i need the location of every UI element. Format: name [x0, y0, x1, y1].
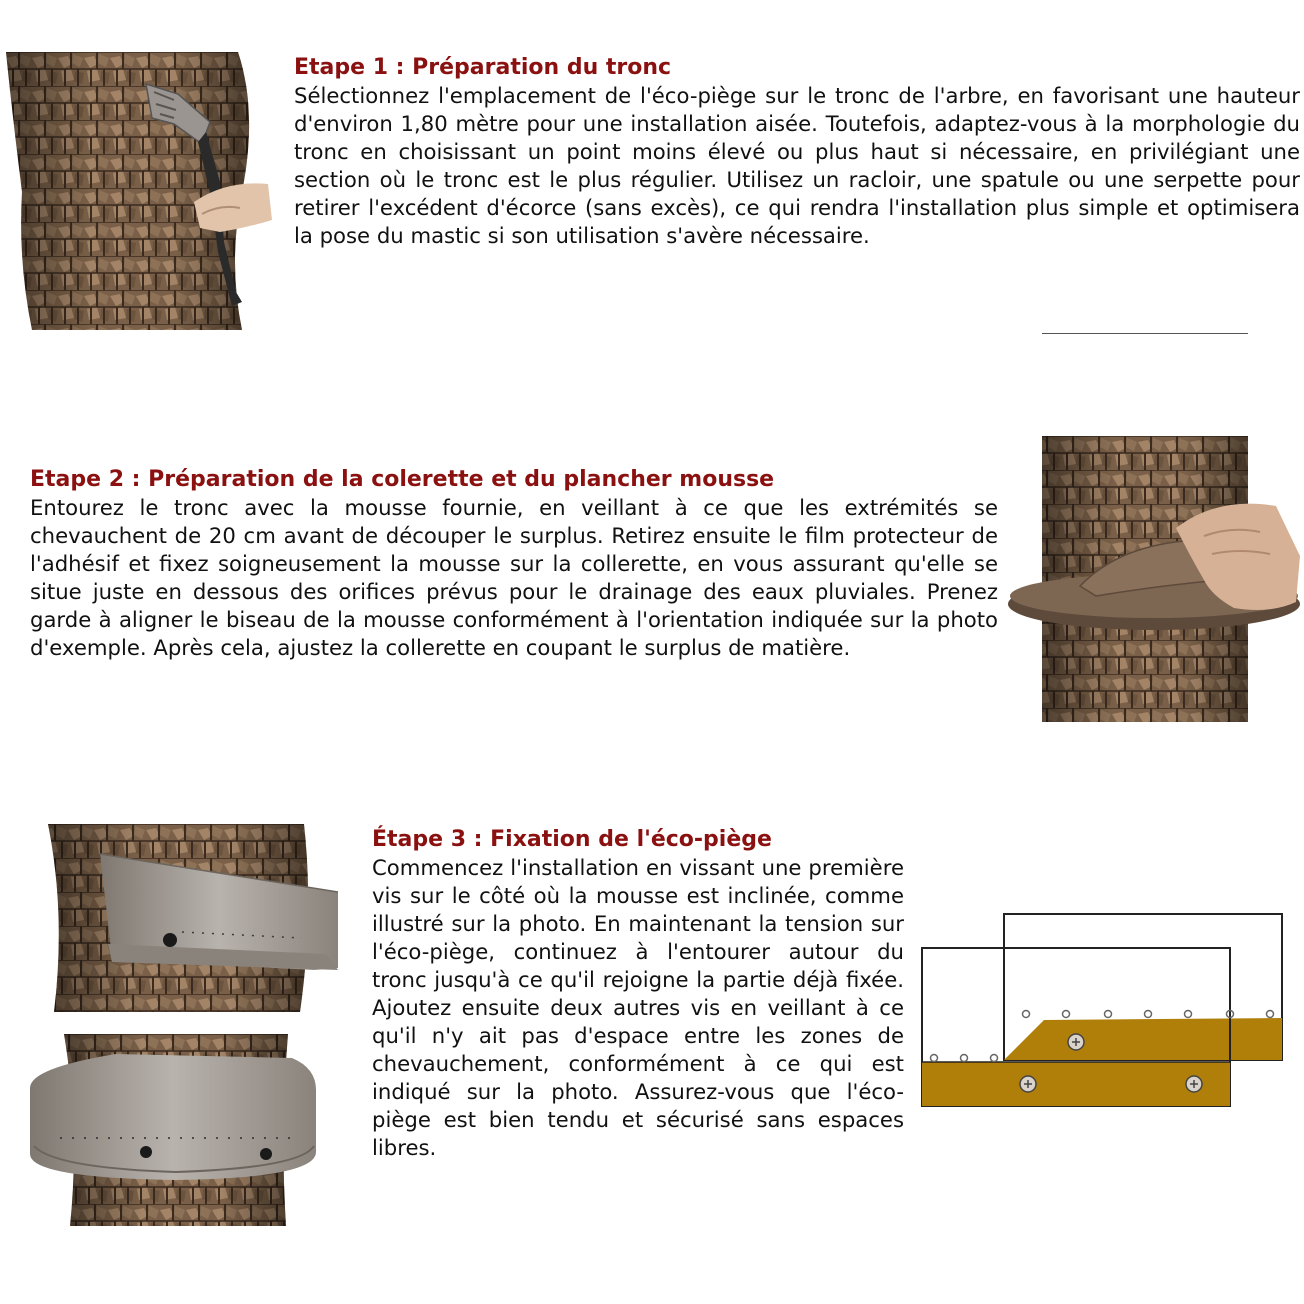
tree-trunk-scraping-bark-photo [6, 52, 272, 330]
step1-title: Etape 1 : Préparation du tronc [294, 55, 672, 80]
step1-photo [6, 52, 272, 330]
step3-photo-top [42, 824, 338, 1012]
step2-text: Entourez le tronc avec la mousse fournie, en veillant à ce que les extrémités se chevauchent de 20 cm avant de découper le surplus. Retirez ensuite le film protecteur de l'adhésif et fixez soigneusement la mousse sur la collerette, en vous assurant qu'elle se situe juste en dessous des orifices prévus pour le drainage des eaux pluviales. Prenez garde à aligner le biseau de la mousse conformément à l'orientation indiquée sur la photo d'exemple. Après cela, ajustez la collerette en coupant le surplus de matière. [30, 495, 998, 660]
divider [1042, 333, 1248, 334]
step2-photo [1008, 436, 1300, 722]
tree-trunk-first-screw-photo [42, 824, 338, 1012]
step3-diagram [918, 910, 1288, 1110]
overlap-screws-diagram [918, 910, 1288, 1110]
tree-trunk-foam-collar-photo [1008, 436, 1300, 722]
step2-title: Etape 2 : Préparation de la colerette et du plancher mousse [30, 467, 775, 492]
step3-title: Étape 3 : Fixation de l'éco-piège [372, 827, 772, 852]
step3-text: Commencez l'installation en vissant une première vis sur le côté où la mousse est inclinée, comme illustré sur la photo. En maintenant la tension sur l'éco-piège, continuez à l'entourer autour du tronc jusqu'à ce qu'il rejoigne la partie déjà fixée. Ajoutez ensuite deux autres vis en veillant à ce qu'il n'y ait pas d'espace entre les zones de chevauchement, conformément à ce qui est indiqué sur la photo. Assurez-vous que l'éco-piège est bien tendu et sécurisé sans espaces libres. [372, 855, 904, 1160]
tree-trunk-band-installed-photo [30, 1034, 316, 1226]
step1-text: Sélectionnez l'emplacement de l'éco-piège sur le tronc de l'arbre, en favorisant une hauteur d'environ 1,80 mètre pour une installation aisée. Toutefois, adaptez-vous à la morphologie du tronc en choisissant un point moins élevé ou plus haut si nécessaire, en privilégiant une section où le tronc est le plus régulier. Utilisez un racloir, une spatule ou une serpette pour retirer l'excédent d'écorce (sans excès), ce qui rendra l'installation plus simple et optimisera la pose du mastic si son utilisation s'avère nécessaire. [294, 83, 1300, 248]
step3-photo-bottom [30, 1034, 316, 1226]
